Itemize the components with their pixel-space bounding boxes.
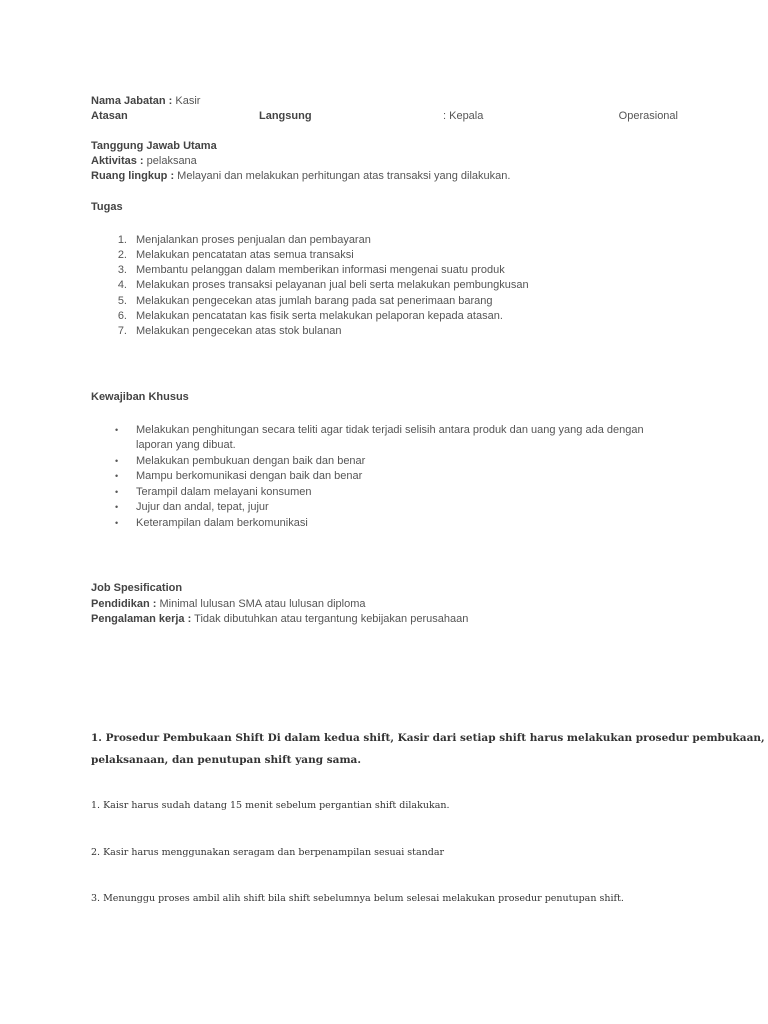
- ruang-lingkup-value: Melayani dan melakukan perhitungan atas transaksi yang dilakukan.: [177, 170, 511, 182]
- list-text: Mampu berkomunikasi dengan baik dan benar: [136, 470, 363, 482]
- list-text: Melakukan pencatatan kas fisik serta melakukan pelaporan kepada atasan.: [136, 310, 503, 322]
- pendidikan-label: Pendidikan :: [91, 598, 157, 610]
- ruang-lingkup-label: Ruang lingkup :: [91, 170, 175, 182]
- list-text: laporan yang dibuat.: [136, 439, 236, 451]
- list-number: 2.: [117, 249, 127, 261]
- list-text: Melakukan pengecekan atas jumlah barang pada sat penerimaan barang: [136, 295, 493, 307]
- aktivitas-row: [91, 154, 197, 168]
- list-number: 1.: [117, 234, 127, 246]
- aktivitas-label: Aktivitas :: [91, 155, 144, 167]
- pengalaman-row: [91, 612, 468, 626]
- atasan-kepala: : Kepala: [443, 110, 484, 122]
- list-text: Membantu pelanggan dalam memberikan informasi mengenai suatu produk: [136, 264, 505, 276]
- list-text: Menjalankan proses penjualan dan pembayaran: [136, 234, 371, 246]
- list-text: Jujur dan andal, tepat, jujur: [136, 501, 269, 513]
- list-text: Melakukan proses transaksi pelayanan jual beli serta melakukan pembungkusan: [136, 279, 529, 291]
- pengalaman-value: Tidak dibutuhkan atau tergantung kebijakan perusahaan: [194, 613, 469, 625]
- atasan-row: [91, 109, 678, 123]
- list-number: 6.: [117, 310, 127, 322]
- list-text: Terampil dalam melayani konsumen: [136, 486, 312, 498]
- list-number: 5.: [117, 295, 127, 307]
- bullet-icon: •: [115, 502, 119, 512]
- bullet-icon: •: [115, 487, 119, 497]
- ruang-lingkup-row: [91, 169, 510, 183]
- pendidikan-value: Minimal lulusan SMA atau lulusan diploma: [159, 598, 366, 610]
- list-text: Melakukan pengecekan atas stok bulanan: [136, 325, 342, 337]
- bullet-icon: •: [115, 425, 119, 435]
- job-spec-title: Job Spesification: [91, 582, 183, 594]
- atasan-langsung: Langsung: [259, 110, 312, 122]
- prosedur-heading-line2: pelaksanaan, dan penutupan shift yang sama.: [91, 754, 362, 766]
- prosedur-step: 2. Kasir harus menggunakan seragam dan berpenampilan sesuai standar: [91, 847, 445, 858]
- prosedur-heading-line1: 1. Prosedur Pembukaan Shift Di dalam kedua shift, Kasir dari setiap shift harus melakukan prosedur pembukaan,: [91, 732, 765, 744]
- pendidikan-row: [91, 597, 366, 611]
- list-text: Melakukan pencatatan atas semua transaksi: [136, 249, 354, 261]
- list-number: 4.: [117, 279, 127, 291]
- nama-jabatan-label: Nama Jabatan :: [91, 95, 173, 107]
- list-number: 7.: [117, 325, 127, 337]
- list-text: Melakukan penghitungan secara teliti agar tidak terjadi selisih antara produk dan uang yang ada dengan: [136, 424, 644, 436]
- tanggung-jawab-title: Tanggung Jawab Utama: [91, 140, 217, 152]
- list-text: Keterampilan dalam berkomunikasi: [136, 517, 308, 529]
- nama-jabatan-row: [91, 94, 200, 108]
- tugas-title: Tugas: [91, 201, 123, 213]
- nama-jabatan-value: Kasir: [175, 95, 201, 107]
- bullet-icon: •: [115, 456, 119, 466]
- kewajiban-title: Kewajiban Khusus: [91, 391, 189, 403]
- bullet-icon: •: [115, 518, 119, 528]
- list-number: 3.: [117, 264, 127, 276]
- atasan-label: Atasan: [91, 110, 128, 122]
- prosedur-step: 3. Menunggu proses ambil alih shift bila shift sebelumnya belum selesai melakukan prosedur penutupan shift.: [91, 893, 624, 904]
- list-text: Melakukan pembukuan dengan baik dan benar: [136, 455, 366, 467]
- prosedur-step: 1. Kaisr harus sudah datang 15 menit sebelum pergantian shift dilakukan.: [91, 800, 450, 811]
- pengalaman-label: Pengalaman kerja :: [91, 613, 192, 625]
- aktivitas-value: pelaksana: [146, 155, 197, 167]
- atasan-operasional: Operasional: [618, 110, 678, 122]
- bullet-icon: •: [115, 471, 119, 481]
